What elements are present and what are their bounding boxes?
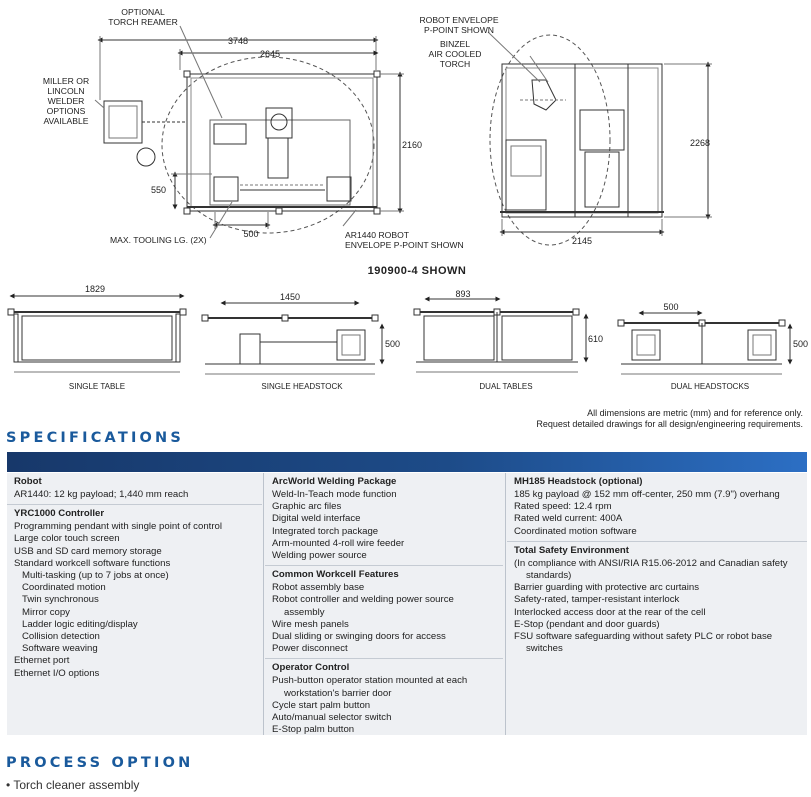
spec-group-arcworld-welding-package <box>265 473 503 565</box>
spec-group-robot <box>7 473 262 504</box>
spec-item: Weld-In-Teach mode function <box>272 489 397 500</box>
footnote-line-2: Request detailed drawings for all design/engineering requirements. <box>536 419 803 429</box>
spec-item: USB and SD card memory storage <box>14 545 162 557</box>
dim-side-height: 2268 <box>690 138 711 148</box>
spec-item: E-Stop palm button <box>272 724 355 736</box>
spec-column-2 <box>265 473 503 735</box>
spec-item: Digital weld interface <box>272 513 361 525</box>
spec-item: Push-button operator station mounted at each workstation's barrier door <box>272 675 468 699</box>
dim-depth: 2160 <box>402 140 423 150</box>
spec-item: Twin synchronous <box>22 594 99 606</box>
model-shown-label: 190900-4 SHOWN <box>367 265 467 277</box>
label-envelope-line2: ENVELOPE P-POINT SHOWN <box>345 240 464 250</box>
caption-single-headstock: SINGLE HEADSTOCK <box>261 382 343 391</box>
spec-item: Interlocked access door at the rear of the cell <box>514 606 706 618</box>
spec-item: Wire mesh panels <box>272 618 349 630</box>
top-plan-view <box>95 26 404 238</box>
variant-single-headstock <box>202 303 382 374</box>
label-welder-line5: AVAILABLE <box>43 116 89 126</box>
specifications-table <box>7 473 807 735</box>
spec-item: Ethernet port <box>14 655 70 667</box>
spec-group-title: ArcWorld Welding Package <box>272 476 397 487</box>
spec-item: E-Stop (pendant and door guards) <box>514 618 660 630</box>
caption-single-table: SINGLE TABLE <box>68 382 126 391</box>
spec-group-title: Robot <box>14 476 42 487</box>
dim-single-headstock-width: 1450 <box>279 292 301 302</box>
label-binzel-line2: AIR COOLED <box>428 49 482 59</box>
spec-group-title: Total Safety Environment <box>514 544 629 556</box>
spec-item: FSU software safeguarding without safety PLC or robot base switches <box>514 631 773 655</box>
label-binzel-line1: BINZEL <box>439 39 471 49</box>
dim-single-table-width: 1829 <box>84 284 106 294</box>
dimensions-footnote <box>403 408 803 430</box>
dim-single-headstock-height: 500 <box>385 339 401 349</box>
side-view <box>488 32 712 245</box>
label-welder-line3: WELDER <box>47 96 85 106</box>
label-welder-line2: LINCOLN <box>47 86 85 96</box>
spec-item: Robot controller and welding power source assembly <box>272 594 454 618</box>
label-robot-envelope-line2: P-POINT SHOWN <box>423 25 495 35</box>
variant-dual-tables <box>414 299 586 372</box>
dim-inner-width: 2645 <box>259 49 281 59</box>
label-binzel-line3: TORCH <box>439 59 471 69</box>
variant-single-table <box>8 296 186 372</box>
spec-item: Robot assembly base <box>272 582 365 594</box>
spec-item: Barrier guarding with protective arc curtains <box>514 582 700 594</box>
spec-item: (In compliance with ANSI/RIA R15.06-2012 and Canadian safety standards) <box>514 557 788 582</box>
spec-group-title: Common Workcell Features <box>272 569 399 581</box>
label-max-tooling: MAX. TOOLING LG. (2X) <box>110 235 207 245</box>
dim-dual-headstocks-height: 500 <box>793 339 809 349</box>
spec-item: Graphic arc files <box>272 501 342 513</box>
label-welder-line4: OPTIONS <box>46 106 86 116</box>
spec-item: Cycle start palm button <box>272 699 371 711</box>
dim-side-width: 2145 <box>571 236 593 246</box>
label-envelope-line1: AR1440 ROBOT <box>345 230 409 240</box>
spec-group-yrc1000-controller <box>7 504 262 683</box>
process-option-heading: PROCESS OPTION <box>6 755 194 771</box>
label-welder-line1: MILLER OR <box>42 76 90 86</box>
dim-overall-width: 3748 <box>227 36 249 46</box>
spec-item: Integrated torch package <box>272 525 379 537</box>
label-torch-reamer-line2: TORCH REAMER <box>108 17 178 27</box>
spec-item: Software weaving <box>22 643 98 655</box>
spec-group-operator-control <box>265 658 503 739</box>
label-robot-envelope-line1: ROBOT ENVELOPE <box>419 15 499 25</box>
footnote-line-1: All dimensions are metric (mm) and for reference only. <box>587 408 803 418</box>
spec-item: Ladder logic editing/display <box>22 618 138 630</box>
dim-dual-headstocks-width: 500 <box>663 302 679 312</box>
spec-item: Large color touch screen <box>14 533 120 545</box>
spec-item: Standard workcell software functions <box>14 557 171 569</box>
spec-group-title: MH185 Headstock (optional) <box>514 476 643 487</box>
spec-item: Collision detection <box>22 631 100 643</box>
spec-item: Coordinated motion software <box>514 525 637 537</box>
spec-item: Ethernet I/O options <box>14 667 100 679</box>
spec-item: AR1440: 12 kg payload; 1,440 mm reach <box>14 489 189 500</box>
spec-item: Rated speed: 12.4 rpm <box>514 501 612 513</box>
top-plan-labels <box>43 7 464 250</box>
spec-item: Multi-tasking (up to 7 jobs at once) <box>22 570 169 582</box>
variant-dual-headstocks <box>618 313 790 374</box>
spec-group-common-workcell-features <box>265 565 503 658</box>
dim-headstock-offset: 550 <box>151 185 167 195</box>
spec-item: Rated weld current: 400A <box>514 513 623 525</box>
spec-group-total-safety-environment <box>507 541 807 659</box>
specifications-heading: SPECIFICATIONS <box>6 430 185 446</box>
spec-column-3 <box>507 473 807 735</box>
spec-item: Mirror copy <box>22 606 70 618</box>
spec-item: Welding power source <box>272 550 367 562</box>
spec-item: Dual sliding or swinging doors for access <box>272 631 446 643</box>
spec-column-1 <box>7 473 262 735</box>
caption-dual-headstocks: DUAL HEADSTOCKS <box>670 382 750 391</box>
column-divider <box>505 473 506 735</box>
spec-item: Arm-mounted 4-roll wire feeder <box>272 537 405 549</box>
dim-tooling-length: 500 <box>243 229 259 239</box>
dim-dual-tables-height: 610 <box>588 334 604 344</box>
caption-dual-tables: DUAL TABLES <box>479 382 533 391</box>
spec-group-mh185-headstock-optional <box>507 473 807 541</box>
specifications-header-bar <box>7 452 807 472</box>
process-option-item: • Torch cleaner assembly <box>6 778 140 792</box>
spec-item: 185 kg payload @ 152 mm off-center, 250 mm (7.9") overhang <box>514 489 780 500</box>
spec-item: Auto/manual selector switch <box>272 712 392 724</box>
spec-group-title: Operator Control <box>272 662 350 674</box>
spec-item: Programming pendant with single point of control <box>14 521 222 533</box>
spec-group-title: YRC1000 Controller <box>14 508 105 520</box>
column-divider <box>263 473 264 735</box>
spec-item: Power disconnect <box>272 643 348 655</box>
spec-item: Coordinated motion <box>22 582 106 594</box>
dim-dual-tables-width: 893 <box>455 289 471 299</box>
label-torch-reamer-line1: OPTIONAL <box>121 7 165 17</box>
spec-item: Safety-rated, tamper-resistant interlock <box>514 594 680 606</box>
